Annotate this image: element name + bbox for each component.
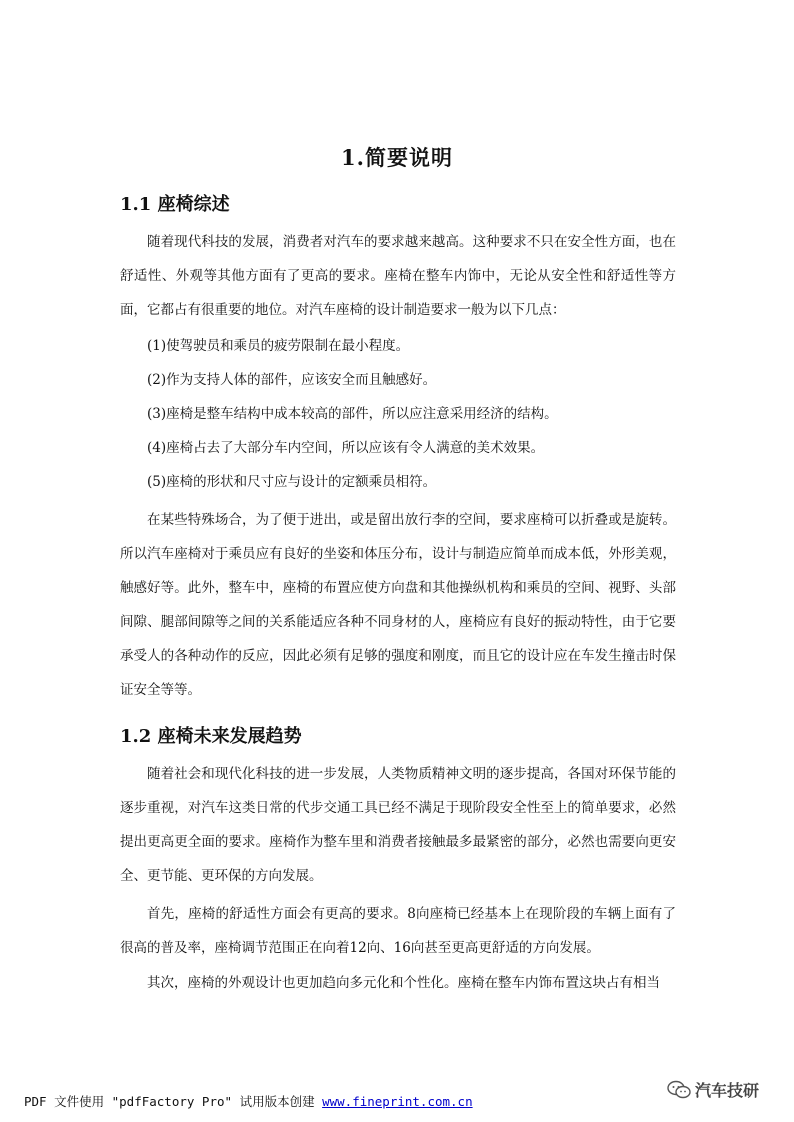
section-1-2-paragraph-3: 其次，座椅的外观设计也更加趋向多元化和个性化。座椅在整车内饰布置这块占有相当 (147, 975, 660, 991)
section-1-1-paragraph-2: 在某些特殊场合，为了便于进出，或是留出放行李的空间，要求座椅可以折叠或是旋转。所以汽车座椅对于乘员应有良好的坐姿和体压分布，设计与制造应简单而成本低，外形美观，触感好等。此外，整车中，座椅的布置应使方向盘和其他操纵机构和乘员的空间、视野、头部间隙、腿部间隙等之间的关系能适应各种不同身材的人，座椅应有良好的振动特性，由于它要承受人的各种动作的反应，因此必须有足够的强度和刚度，而且它的设计应在车发生撞击时保证安全等等。 (120, 512, 676, 698)
page-title: 1.简要说明 (341, 145, 453, 170)
list-item: (2)作为支持人体的部件，应该安全而且触感好。 (147, 372, 437, 388)
footer-link[interactable]: www.fineprint.com.cn (322, 1094, 473, 1109)
section-1-2-paragraph-2: 首先，座椅的舒适性方面会有更高的要求。8向座椅已经基本上在现阶段的车辆上面有了很高的普及率，座椅调节范围正在向着12向、16向甚至更高更舒适的方向发展。 (120, 906, 676, 956)
list-item: (5)座椅的形状和尺寸应与设计的定额乘员相符。 (147, 474, 437, 490)
pdf-footer (24, 1092, 473, 1110)
list-item: (1)使驾驶员和乘员的疲劳限制在最小程度。 (147, 338, 410, 354)
section-1-2-paragraph-1: 随着社会和现代化科技的进一步发展，人类物质精神文明的逐步提高，各国对环保节能的逐步重视，对汽车这类日常的代步交通工具已经不满足于现阶段安全性至上的简单要求，必然提出更高更全面的要求。座椅作为整车里和消费者接触最多最紧密的部分，必然也需要向更安全、更节能、更环保的方向发展。 (120, 766, 676, 884)
brand-watermark (667, 1078, 759, 1101)
section-heading-1-1: 1.1 座椅综述 (120, 194, 230, 215)
footer-text: PDF 文件使用 "pdfFactory Pro" 试用版本创建 (24, 1094, 323, 1109)
wechat-icon (667, 1080, 691, 1100)
list-item: (3)座椅是整车结构中成本较高的部件，所以应注意采用经济的结构。 (147, 406, 558, 422)
section-heading-1-2: 1.2 座椅未来发展趋势 (120, 726, 302, 747)
brand-name: 汽车技研 (695, 1081, 760, 1100)
section-1-1-paragraph-1: 随着现代科技的发展，消费者对汽车的要求越来越高。这种要求不只在安全性方面，也在舒适性、外观等其他方面有了更高的要求。座椅在整车内饰中，无论从安全性和舒适性等方面，它都占有很重要的地位。对汽车座椅的设计制造要求一般为以下几点： (120, 234, 676, 318)
list-item: (4)座椅占去了大部分车内空间，所以应该有令人满意的美术效果。 (147, 440, 545, 456)
